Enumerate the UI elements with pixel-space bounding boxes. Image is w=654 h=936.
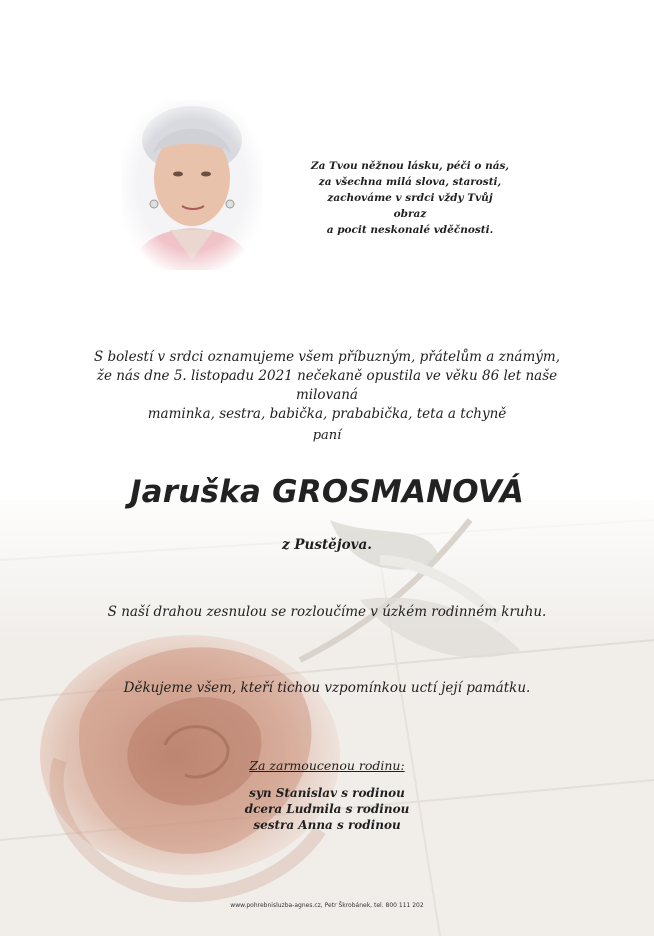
announcement-line: S bolestí v srdci oznamujeme všem příbuzným, přátelům a známým,: [93, 349, 560, 365]
funeral-notice: S naší drahou zesnulou se rozloučíme v úzkém rodinném kruhu.: [107, 604, 547, 620]
verse-line: zachováme v srdci vždy Tvůj obraz: [327, 192, 493, 220]
family-member: syn Stanislav s rodinou: [249, 786, 405, 800]
place-of-origin: z Pustějova.: [282, 537, 372, 553]
family-member: sestra Anna s rodinou: [253, 818, 401, 832]
memorial-verse: [310, 158, 510, 238]
family-heading: Za zarmoucenou rodinu:: [249, 758, 405, 773]
family-members: [0, 785, 654, 833]
verse-line: za všechna milá slova, starosti,: [318, 176, 502, 188]
death-announcement: [70, 348, 584, 424]
funeral-service-footer: www.pohrebnisluzba-agnes.cz, Petr Škrobánek, tel. 800 111 202: [230, 902, 424, 909]
family-member: dcera Ludmila s rodinou: [244, 802, 410, 816]
honorific-title: paní: [312, 428, 342, 443]
verse-line: Za Tvou něžnou lásku, péči o nás,: [310, 160, 510, 172]
deceased-name: Jaruška GROSMANOVÁ: [129, 474, 525, 510]
portrait-photo: [122, 100, 262, 270]
verse-line: a pocit neskonalé vděčnosti.: [326, 224, 494, 236]
announcement-line: maminka, sestra, babička, prababička, teta a tchyně: [147, 406, 507, 422]
announcement-line: že nás dne 5. listopadu 2021 nečekaně opustila ve věku 86 let naše milovaná: [96, 368, 558, 403]
thanks-note: Děkujeme všem, kteří tichou vzpomínkou uctí její památku.: [123, 680, 531, 696]
